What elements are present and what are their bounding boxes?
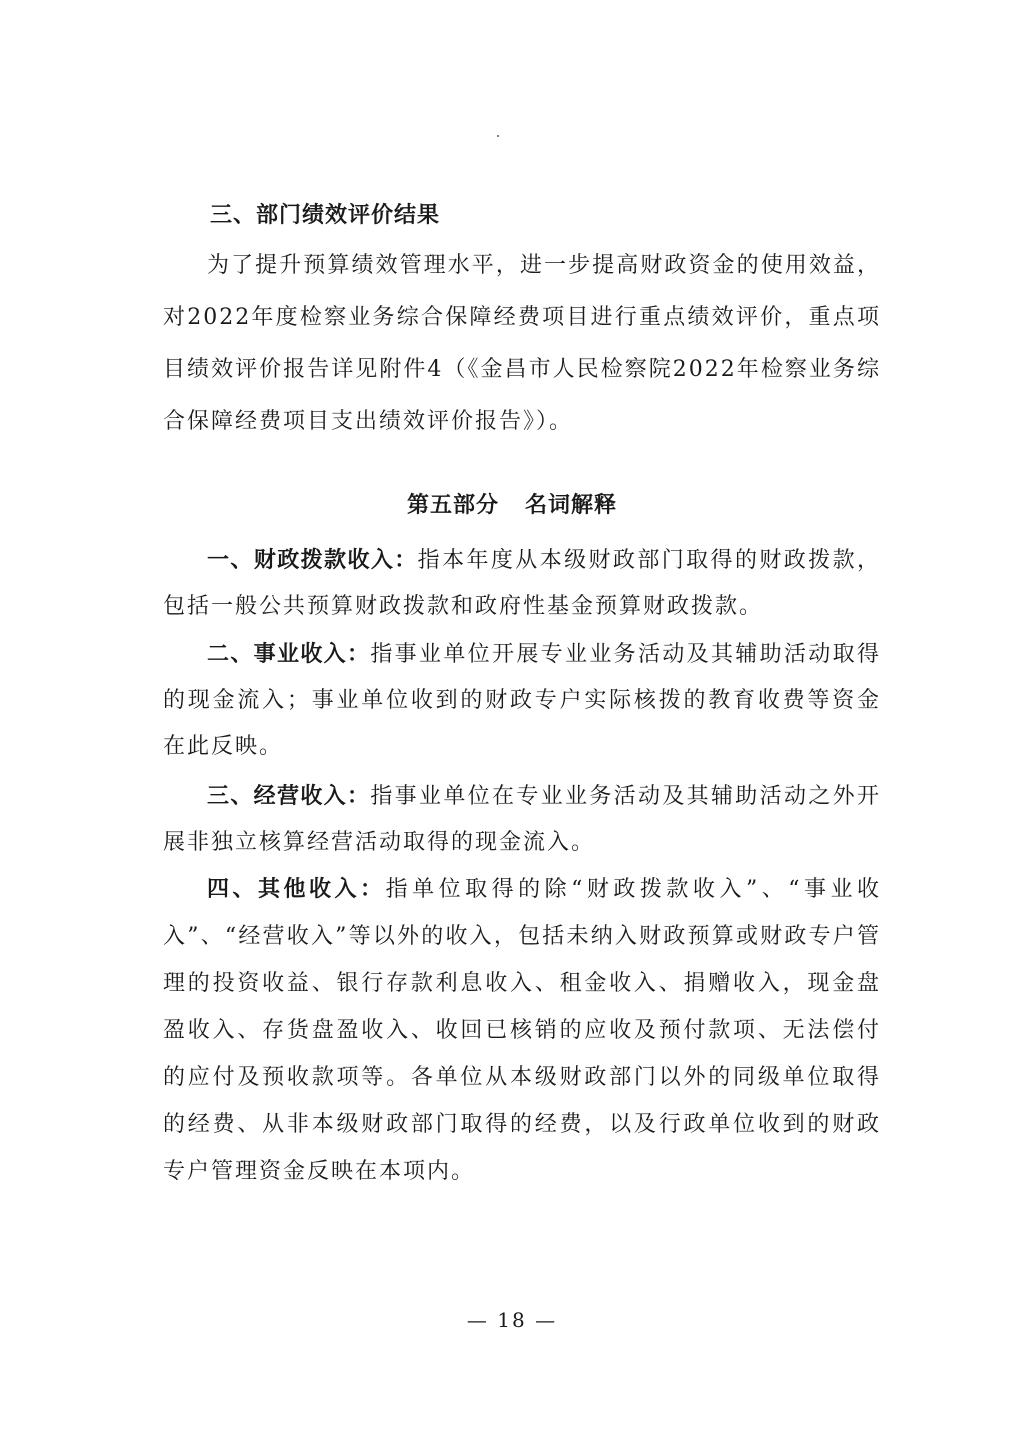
part-five-subject: 名词解释 xyxy=(525,493,618,518)
part-five-label: 第五部分 xyxy=(406,493,499,518)
definition-text: 指本年度从本级财政部门取得的财政拨款，包括一般公共预算财政拨款和政府性基金预算财政拨款。 xyxy=(163,548,881,619)
definition-text: 指事业单位在专业业务活动及其辅助活动之外开展非独立核算经营活动取得的现金流入。 xyxy=(163,784,881,855)
definition-other-income xyxy=(163,866,881,1195)
definition-term: 三、经营收入： xyxy=(207,784,371,809)
definition-term: 一、财政拨款收入： xyxy=(207,548,418,573)
part-five-title xyxy=(0,488,1024,519)
definition-term: 四、其他收入： xyxy=(207,877,386,902)
definition-term: 二、事业收入： xyxy=(207,642,371,667)
definition-fiscal-appropriation xyxy=(163,538,881,630)
definition-text: 指单位取得的除“财政拨款收入”、“事业收入”、“经营收入”等以外的收入，包括未纳入财政预算或财政专户管理的投资收益、银行存款利息收入、租金收入、捐赠收入，现金盘盈收入、存货盘盈收入、收回已核销的应收及预付款项、无法偿付的应付及预收款项等。各单位从本级财政部门以外的同级单位取得的经费、从非本级财政部门取得的经费，以及行政单位收到的财政专户管理资金反映在本项内。 xyxy=(163,877,881,1184)
definition-text: 指事业单位开展专业业务活动及其辅助活动取得的现金流入；事业单位收到的财政专户实际核拨的教育收费等资金在此反映。 xyxy=(163,642,881,759)
definition-operating-income xyxy=(163,774,881,866)
page-number: — 18 — xyxy=(466,1308,558,1332)
performance-results-paragraph: 为了提升预算绩效管理水平，进一步提高财政资金的使用效益，对2022年度检察业务综合保障经费项目进行重点绩效评价，重点项目绩效评价报告详见附件4（《金昌市人民检察院2022年检察业务综合保障经费项目支出绩效评价报告》）。 xyxy=(163,253,881,434)
section-heading-performance-results: 三、部门绩效评价结果 xyxy=(210,203,441,228)
scan-speck xyxy=(497,135,499,137)
definition-business-income xyxy=(163,632,881,770)
